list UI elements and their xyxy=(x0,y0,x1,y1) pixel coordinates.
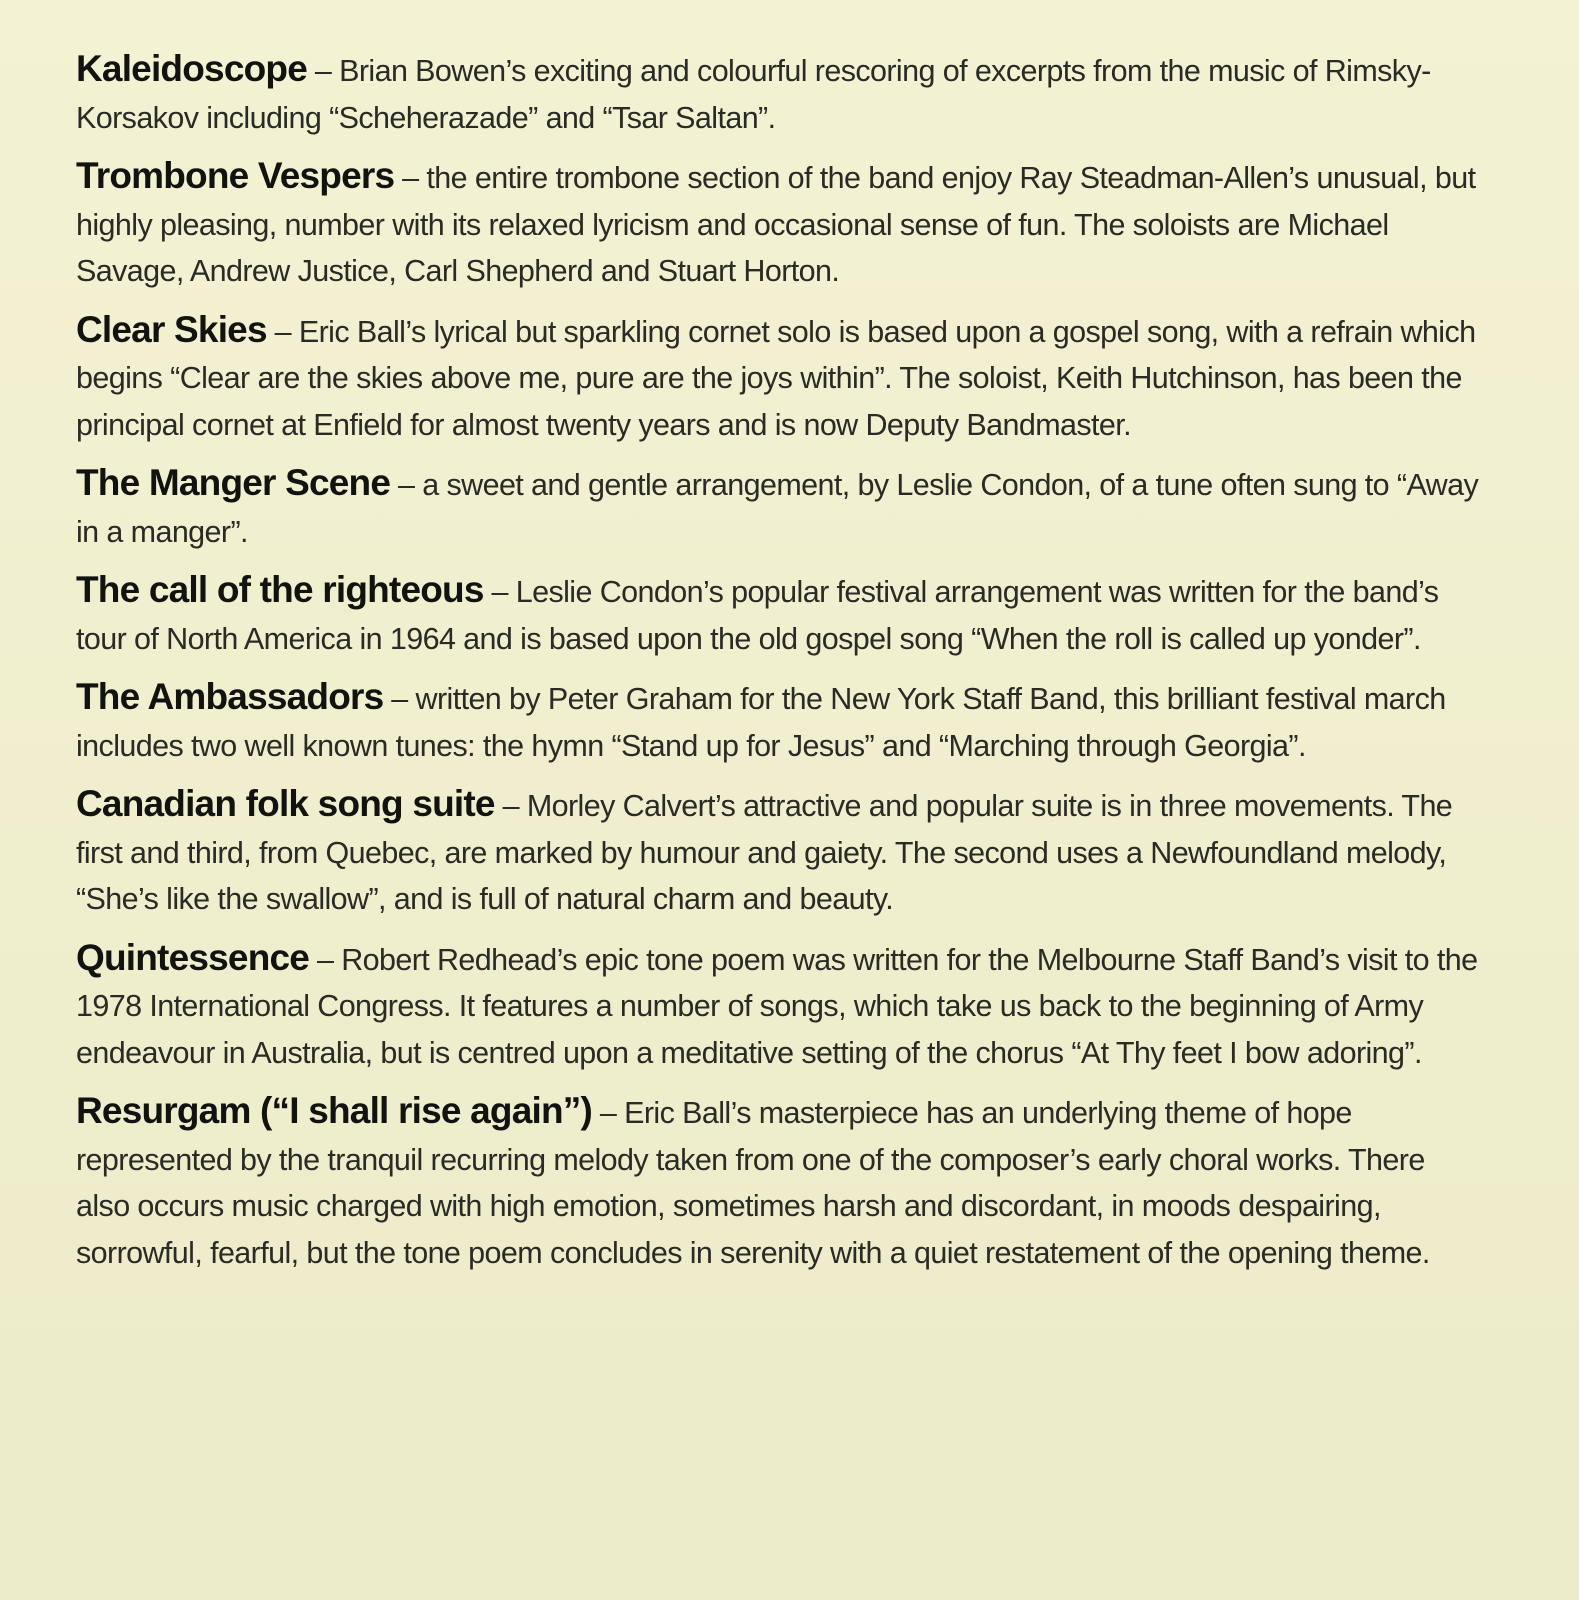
track-description: Morley Calvert’s attractive and popular suite is in three movements. The first and third, from Quebec, are marked by humour and gaiety. The second uses a Newfoundland melody, “She’s like the swallow”, and is full of natural charm and beauty. xyxy=(76,789,1453,916)
track-note-quintessence xyxy=(76,935,1486,1077)
track-note-the-manger-scene xyxy=(76,460,1486,555)
track-description: Eric Ball’s lyrical but sparkling cornet solo is based upon a gospel song, with a refrain which begins “Clear are the skies above me, pure are the joys within”. The soloist, Keith Hutchinson, has been the principal cornet at Enfield for almost twenty years and is now Deputy Bandmaster. xyxy=(76,314,1476,442)
track-title: The Ambassadors xyxy=(76,676,384,717)
track-description: a sweet and gentle arrangement, by Leslie Condon, of a tune often sung to “Away in a manger”. xyxy=(76,468,1479,549)
title-separator: – xyxy=(402,161,419,195)
track-description: Robert Redhead’s epic tone poem was written for the Melbourne Staff Band’s visit to the 1978 International Congress. It features a number of songs, which take us back to the beginning of Army endeavour in Australia, but is centred upon a meditative setting of the chorus “At Thy feet I bow adoring”. xyxy=(76,942,1478,1070)
track-title: Canadian folk song suite xyxy=(76,783,495,824)
title-separator: – xyxy=(391,682,408,716)
track-title: Kaleidoscope xyxy=(76,48,307,89)
track-title: The call of the righteous xyxy=(76,569,484,610)
track-description: Brian Bowen’s exciting and colourful rescoring of excerpts from the music of Rimsky-Korsakov including “Scheherazade” and “Tsar Saltan”. xyxy=(76,54,1431,135)
title-separator: – xyxy=(398,468,415,502)
track-note-the-call-of-the-righteous xyxy=(76,567,1486,662)
track-description: Leslie Condon’s popular festival arrangement was written for the band’s tour of North America in 1964 and is based upon the old gospel song “When the roll is called up yonder”. xyxy=(76,575,1439,656)
track-description: the entire trombone section of the band enjoy Ray Steadman-Allen’s unusual, but highly pleasing, number with its relaxed lyricism and occasional sense of fun. The soloists are Michael Savage, Andrew Justice, Carl Shepherd and Stuart Horton. xyxy=(76,161,1476,288)
track-note-trombone-vespers xyxy=(76,153,1486,295)
track-title: Quintessence xyxy=(76,936,310,978)
track-title: Clear Skies xyxy=(76,308,267,350)
title-separator: – xyxy=(314,54,332,88)
track-note-the-ambassadors xyxy=(76,674,1486,769)
title-separator: – xyxy=(502,789,519,823)
track-description: Eric Ball’s masterpiece has an underlying theme of hope represented by the tranquil recurring melody taken from one of the composer’s early choral works. There also occurs music charged with high emotion, sometimes harsh and discordant, in moods despairing, sorrowful, fearful, but the tone poem concludes in serenity with a quiet restatement of the opening theme. xyxy=(76,1096,1430,1270)
track-title: Trombone Vespers xyxy=(76,155,395,196)
title-separator: – xyxy=(491,575,508,609)
title-separator: – xyxy=(599,1096,617,1130)
track-notes-list xyxy=(76,46,1486,1288)
track-description: written by Peter Graham for the New York Staff Band, this brilliant festival march includes two well known tunes: the hymn “Stand up for Jesus” and “Marching through Georgia”. xyxy=(76,682,1446,763)
track-note-clear-skies xyxy=(76,307,1486,449)
track-note-canadian-folk-song-suite xyxy=(76,781,1486,923)
track-note-resurgam xyxy=(76,1088,1486,1276)
track-note-kaleidoscope xyxy=(76,46,1486,141)
track-title: The Manger Scene xyxy=(76,462,391,503)
title-separator: – xyxy=(274,314,291,349)
track-title: Resurgam (“I shall rise again”) xyxy=(76,1090,592,1131)
title-separator: – xyxy=(316,942,334,977)
